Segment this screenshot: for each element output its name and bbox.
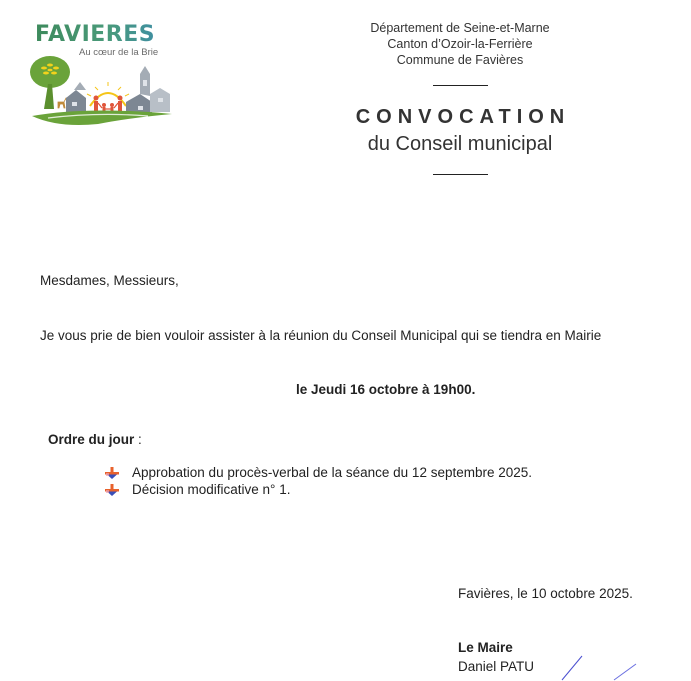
logo-title: FAVIERES — [35, 22, 156, 47]
favieres-logo — [28, 22, 173, 127]
agenda-heading — [48, 432, 142, 447]
signature-stroke — [562, 656, 582, 680]
department-line: Département de Seine-et-Marne — [370, 21, 550, 35]
agenda-item — [105, 464, 532, 481]
tree-crown-icon — [30, 56, 70, 88]
signature-mark — [560, 648, 640, 681]
signer-name: Daniel PATU — [458, 659, 535, 674]
arrow-down-bullet-icon — [105, 484, 119, 496]
village-illustration-icon — [28, 54, 173, 127]
title-divider — [433, 174, 488, 175]
deer-icon — [58, 98, 67, 108]
agenda-heading-label: Ordre du jour — [48, 432, 135, 447]
salutation: Mesdames, Messieurs, — [40, 273, 179, 288]
agenda-item-text: Approbation du procès-verbal de la séance du 12 septembre 2025. — [132, 465, 533, 480]
logo-tagline: Au cœur de la Brie — [79, 47, 159, 58]
agenda-list — [105, 464, 532, 498]
signature-stroke — [614, 664, 636, 680]
header-divider — [433, 85, 488, 86]
place-and-date: Favières, le 10 octobre 2025. — [458, 586, 633, 601]
canton-line: Canton d’Ozoir-la-Ferrière — [387, 37, 533, 51]
meeting-date: le Jeudi 16 octobre à 19h00. — [296, 382, 476, 397]
commune-line: Commune de Favières — [396, 53, 524, 67]
signer-title: Le Maire — [458, 640, 513, 655]
intro-paragraph: Je vous prie de bien vouloir assister à la réunion du Conseil Municipal qui se tiendra en Mairie — [40, 328, 602, 343]
arrow-down-bullet-icon — [105, 467, 119, 479]
agenda-heading-colon: : — [134, 432, 142, 447]
document-header — [330, 20, 590, 175]
agenda-item-text: Décision modificative n° 1. — [132, 482, 291, 497]
document-subtitle: du Conseil municipal — [367, 133, 553, 155]
agenda-item — [105, 481, 532, 498]
document-title: CONVOCATION — [355, 106, 571, 128]
